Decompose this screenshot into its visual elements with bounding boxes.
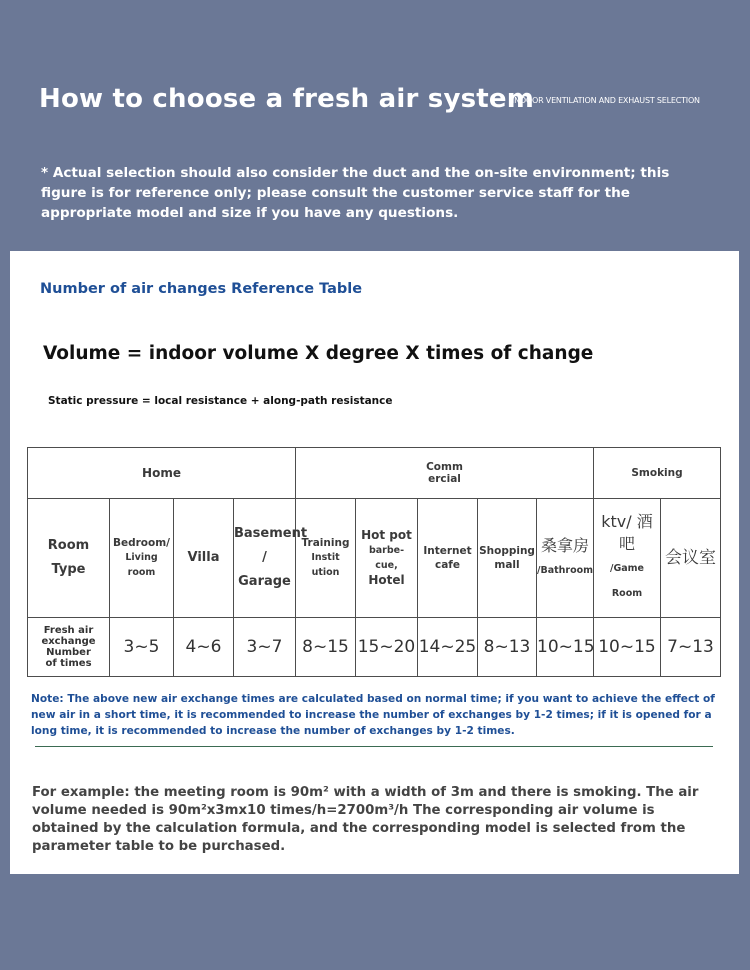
category-commercial-line-2: ercial	[428, 473, 461, 485]
room-training	[296, 499, 356, 618]
room-basement-1: Basement	[234, 526, 308, 541]
exchange-label-1: Fresh air	[43, 625, 94, 636]
static-pressure-formula: Static pressure = local resistance + along-path resistance	[48, 395, 393, 407]
air-changes-table	[27, 447, 721, 677]
room-shopping-1: Shopping	[479, 545, 535, 557]
room-hotpot-3: cue,	[375, 560, 398, 571]
reference-table-title: Number of air changes Reference Table	[40, 281, 363, 297]
room-sauna	[537, 499, 594, 618]
room-training-2: Instit	[311, 552, 340, 563]
room-ktv	[594, 499, 661, 618]
room-type-label-1: Room	[47, 538, 90, 553]
value-meeting: 7~13	[661, 618, 721, 677]
disclaimer-text: * Actual selection should also consider the duct and the on-site environment; this figure is for reference only; please consult the customer service staff for the appropriate model and size if you have any questions.	[41, 165, 670, 221]
room-internet-cafe	[418, 499, 478, 618]
exchange-label-3: Number	[46, 647, 91, 658]
room-meeting: 会议室	[661, 499, 721, 618]
category-smoking: Smoking	[594, 448, 721, 499]
category-home: Home	[28, 448, 296, 499]
value-basement: 3~7	[234, 618, 296, 677]
value-sauna: 10~15	[537, 618, 594, 677]
room-internet-2: cafe	[435, 559, 460, 571]
room-basement	[234, 499, 308, 618]
room-basement-2: / Garage	[238, 550, 291, 589]
room-hotpot-4: Hotel	[368, 573, 405, 587]
category-commercial	[296, 448, 594, 499]
value-training: 8~15	[296, 618, 356, 677]
value-hotpot: 15~20	[356, 618, 418, 677]
room-hotpot-1: Hot pot	[361, 528, 412, 542]
room-villa: Villa	[174, 499, 234, 618]
exchange-times-label	[28, 618, 110, 677]
category-row	[28, 448, 721, 499]
room-type-label-2: Type	[51, 562, 86, 577]
room-bedroom-2: Living	[125, 552, 158, 563]
room-shopping-mall	[478, 499, 537, 618]
value-shopping-mall: 8~13	[478, 618, 537, 677]
room-sauna-2: /Bathroom	[537, 564, 594, 576]
room-ktv-1: ktv/ 酒吧	[601, 512, 653, 553]
room-ktv-2: /Game Room	[609, 563, 645, 599]
divider	[35, 746, 713, 747]
room-shopping-2: mall	[494, 559, 520, 571]
volume-formula: Volume = indoor volume X degree X times of change	[43, 343, 594, 364]
value-villa: 4~6	[174, 618, 234, 677]
room-hotpot-2: barbe-	[368, 545, 405, 556]
exchange-label-4: of times	[45, 658, 92, 669]
page-title: How to choose a fresh air system	[39, 84, 535, 114]
room-internet-1: Internet	[423, 545, 472, 557]
reference-card	[10, 251, 739, 874]
room-hotpot	[356, 499, 418, 618]
exchange-times-row	[28, 618, 721, 677]
value-internet-cafe: 14~25	[418, 618, 478, 677]
room-type-row	[28, 499, 721, 618]
room-sauna-1: 桑拿房	[540, 535, 589, 555]
value-ktv: 10~15	[594, 618, 661, 677]
page-subtitle: INDOOR VENTILATION AND EXHAUST SELECTION	[512, 96, 700, 105]
room-bedroom-3: room	[127, 567, 156, 578]
note-text: Note: The above new air exchange times are calculated based on normal time; if you want to achieve the effect of new air in a short time, it is recommended to increase the number of exchanges by 1-2 times; if it is opened for a long time, it is recommended to increase the number of exchanges by 1-2 times.	[31, 693, 715, 737]
room-training-3: ution	[311, 567, 340, 578]
example-text: For example: the meeting room is 90m² with a width of 3m and there is smoking. The air volume needed is 90m²x3mx10 times/h=2700m³/h The corresponding air volume is obtained by the calculation formula, and the corresponding model is selected from the parameter table to be purchased.	[32, 785, 699, 854]
room-training-1: Training	[301, 537, 350, 549]
exchange-label-2: exchange	[41, 636, 96, 647]
room-bedroom-1: Bedroom/	[112, 537, 171, 549]
room-type-label	[28, 499, 110, 618]
room-bedroom	[110, 499, 174, 618]
value-bedroom: 3~5	[110, 618, 174, 677]
category-commercial-line-1: Comm	[426, 461, 463, 473]
